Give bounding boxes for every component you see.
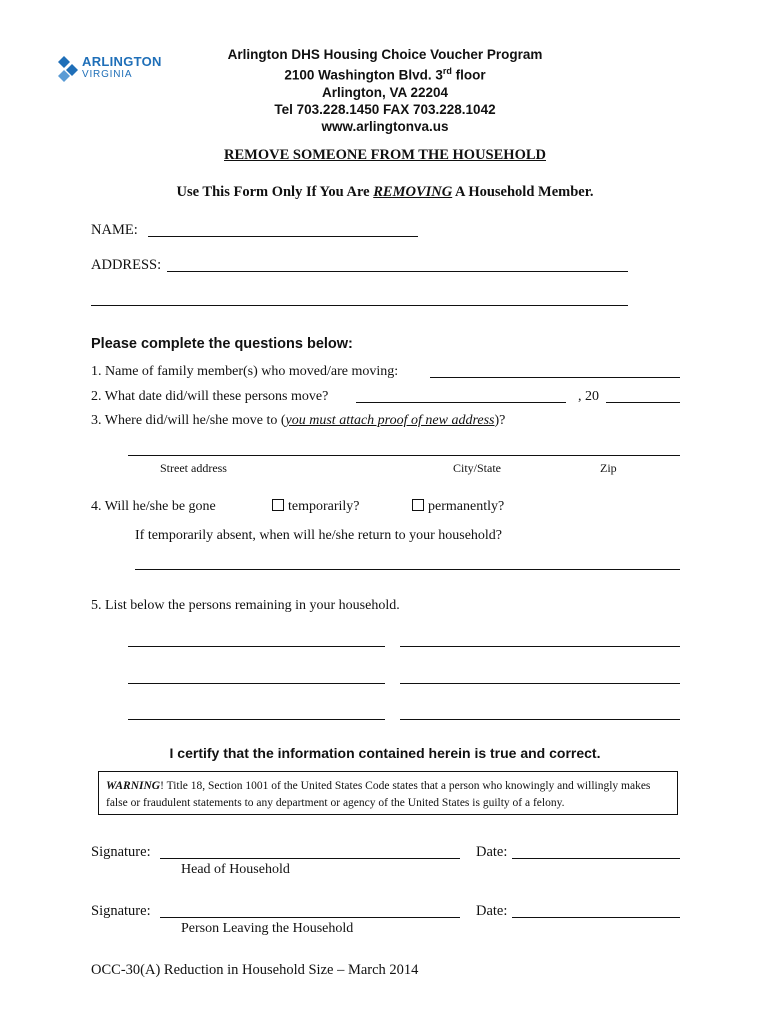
q4-followup: If temporarily absent, when will he/she return to your household? (135, 528, 503, 543)
name-label: NAME: (91, 222, 138, 238)
street-text: 2100 Washington Blvd. 3 (284, 67, 443, 83)
head-of-household-caption: Head of Household (181, 862, 290, 877)
permanently-label: permanently? (428, 499, 505, 514)
form-title: REMOVE SOMEONE FROM THE HOUSEHOLD (224, 147, 546, 163)
address-field-line2[interactable] (91, 305, 628, 306)
header-block (190, 46, 580, 135)
question-4: 4. Will he/she be gone (91, 499, 216, 514)
address-label: ADDRESS: (91, 257, 162, 273)
date-label-2: Date: (476, 903, 508, 919)
q3-emphasis: you must attach proof of new address (285, 413, 495, 428)
subtitle-emphasis: REMOVING (373, 184, 453, 200)
household-member-field[interactable] (400, 719, 680, 720)
head-date-field[interactable] (512, 858, 680, 859)
signature-label-2: Signature: (91, 903, 151, 919)
questions-heading: Please complete the questions below: (91, 336, 353, 352)
question-3 (91, 413, 505, 429)
head-signature-field[interactable] (160, 858, 460, 859)
address-field-line1[interactable] (167, 271, 628, 272)
warning-text: ! Title 18, Section 1001 of the United States Code states that a person who knowingly and willingly makes false or fraudulent statements to any department or agency of the United States is guilty of a felony. (106, 780, 651, 809)
temporarily-checkbox[interactable] (272, 499, 284, 511)
question-1: 1. Name of family member(s) who moved/are moving: (91, 364, 399, 379)
household-member-field[interactable] (128, 646, 385, 647)
subtitle-post: A Household Member. (452, 184, 594, 200)
street-address (190, 63, 580, 84)
city-state-label: City/State (453, 461, 501, 475)
leaving-signature-field[interactable] (160, 917, 460, 918)
q2-year-field[interactable] (606, 402, 680, 403)
phone-fax: Tel 703.228.1450 FAX 703.228.1042 (274, 101, 496, 117)
permanently-checkbox[interactable] (412, 499, 424, 511)
q3-text: 3. Where did/will he/she move to ( (91, 413, 286, 428)
household-member-field[interactable] (400, 646, 680, 647)
household-member-field[interactable] (400, 683, 680, 684)
q2-date-field[interactable] (356, 402, 566, 403)
leaving-date-field[interactable] (512, 917, 680, 918)
warning-label: WARNING (106, 780, 161, 792)
zip-label: Zip (600, 461, 617, 475)
arlington-logo (56, 52, 176, 88)
option-temporarily[interactable] (272, 499, 360, 515)
certification-statement: I certify that the information contained herein is true and correct. (169, 745, 601, 761)
arlington-diamond-icon (56, 54, 82, 84)
form-subtitle (0, 184, 770, 201)
household-member-field[interactable] (128, 719, 385, 720)
person-leaving-caption: Person Leaving the Household (181, 921, 354, 936)
signature-label-1: Signature: (91, 844, 151, 860)
temporarily-label: temporarily? (288, 499, 360, 514)
q3-text-end: )? (494, 413, 506, 428)
city-state: Arlington, VA 22204 (321, 84, 449, 100)
question-5: 5. List below the persons remaining in your household. (91, 598, 400, 613)
street-address-label: Street address (160, 461, 227, 475)
form-footer: OCC-30(A) Reduction in Household Size – March 2014 (91, 962, 419, 978)
website: www.arlingtonva.us (321, 118, 449, 134)
subtitle-pre: Use This Form Only If You Are (176, 184, 374, 200)
return-date-field[interactable] (135, 569, 680, 570)
logo-name: ARLINGTON (82, 54, 162, 69)
name-field[interactable] (148, 236, 418, 237)
program-name: Arlington DHS Housing Choice Voucher Program (227, 47, 543, 62)
logo-state: VIRGINIA (82, 69, 133, 80)
street-suffix: floor (451, 67, 486, 83)
household-member-field[interactable] (128, 683, 385, 684)
q2-year-label: , 20 (578, 389, 599, 404)
question-2: 2. What date did/will these persons move? (91, 389, 329, 404)
q3-address-field[interactable] (128, 455, 680, 456)
street-sup: rd (442, 66, 452, 76)
date-label-1: Date: (476, 844, 508, 860)
warning-box (98, 771, 678, 815)
q1-answer-field[interactable] (430, 377, 680, 378)
option-permanently[interactable] (412, 499, 504, 515)
